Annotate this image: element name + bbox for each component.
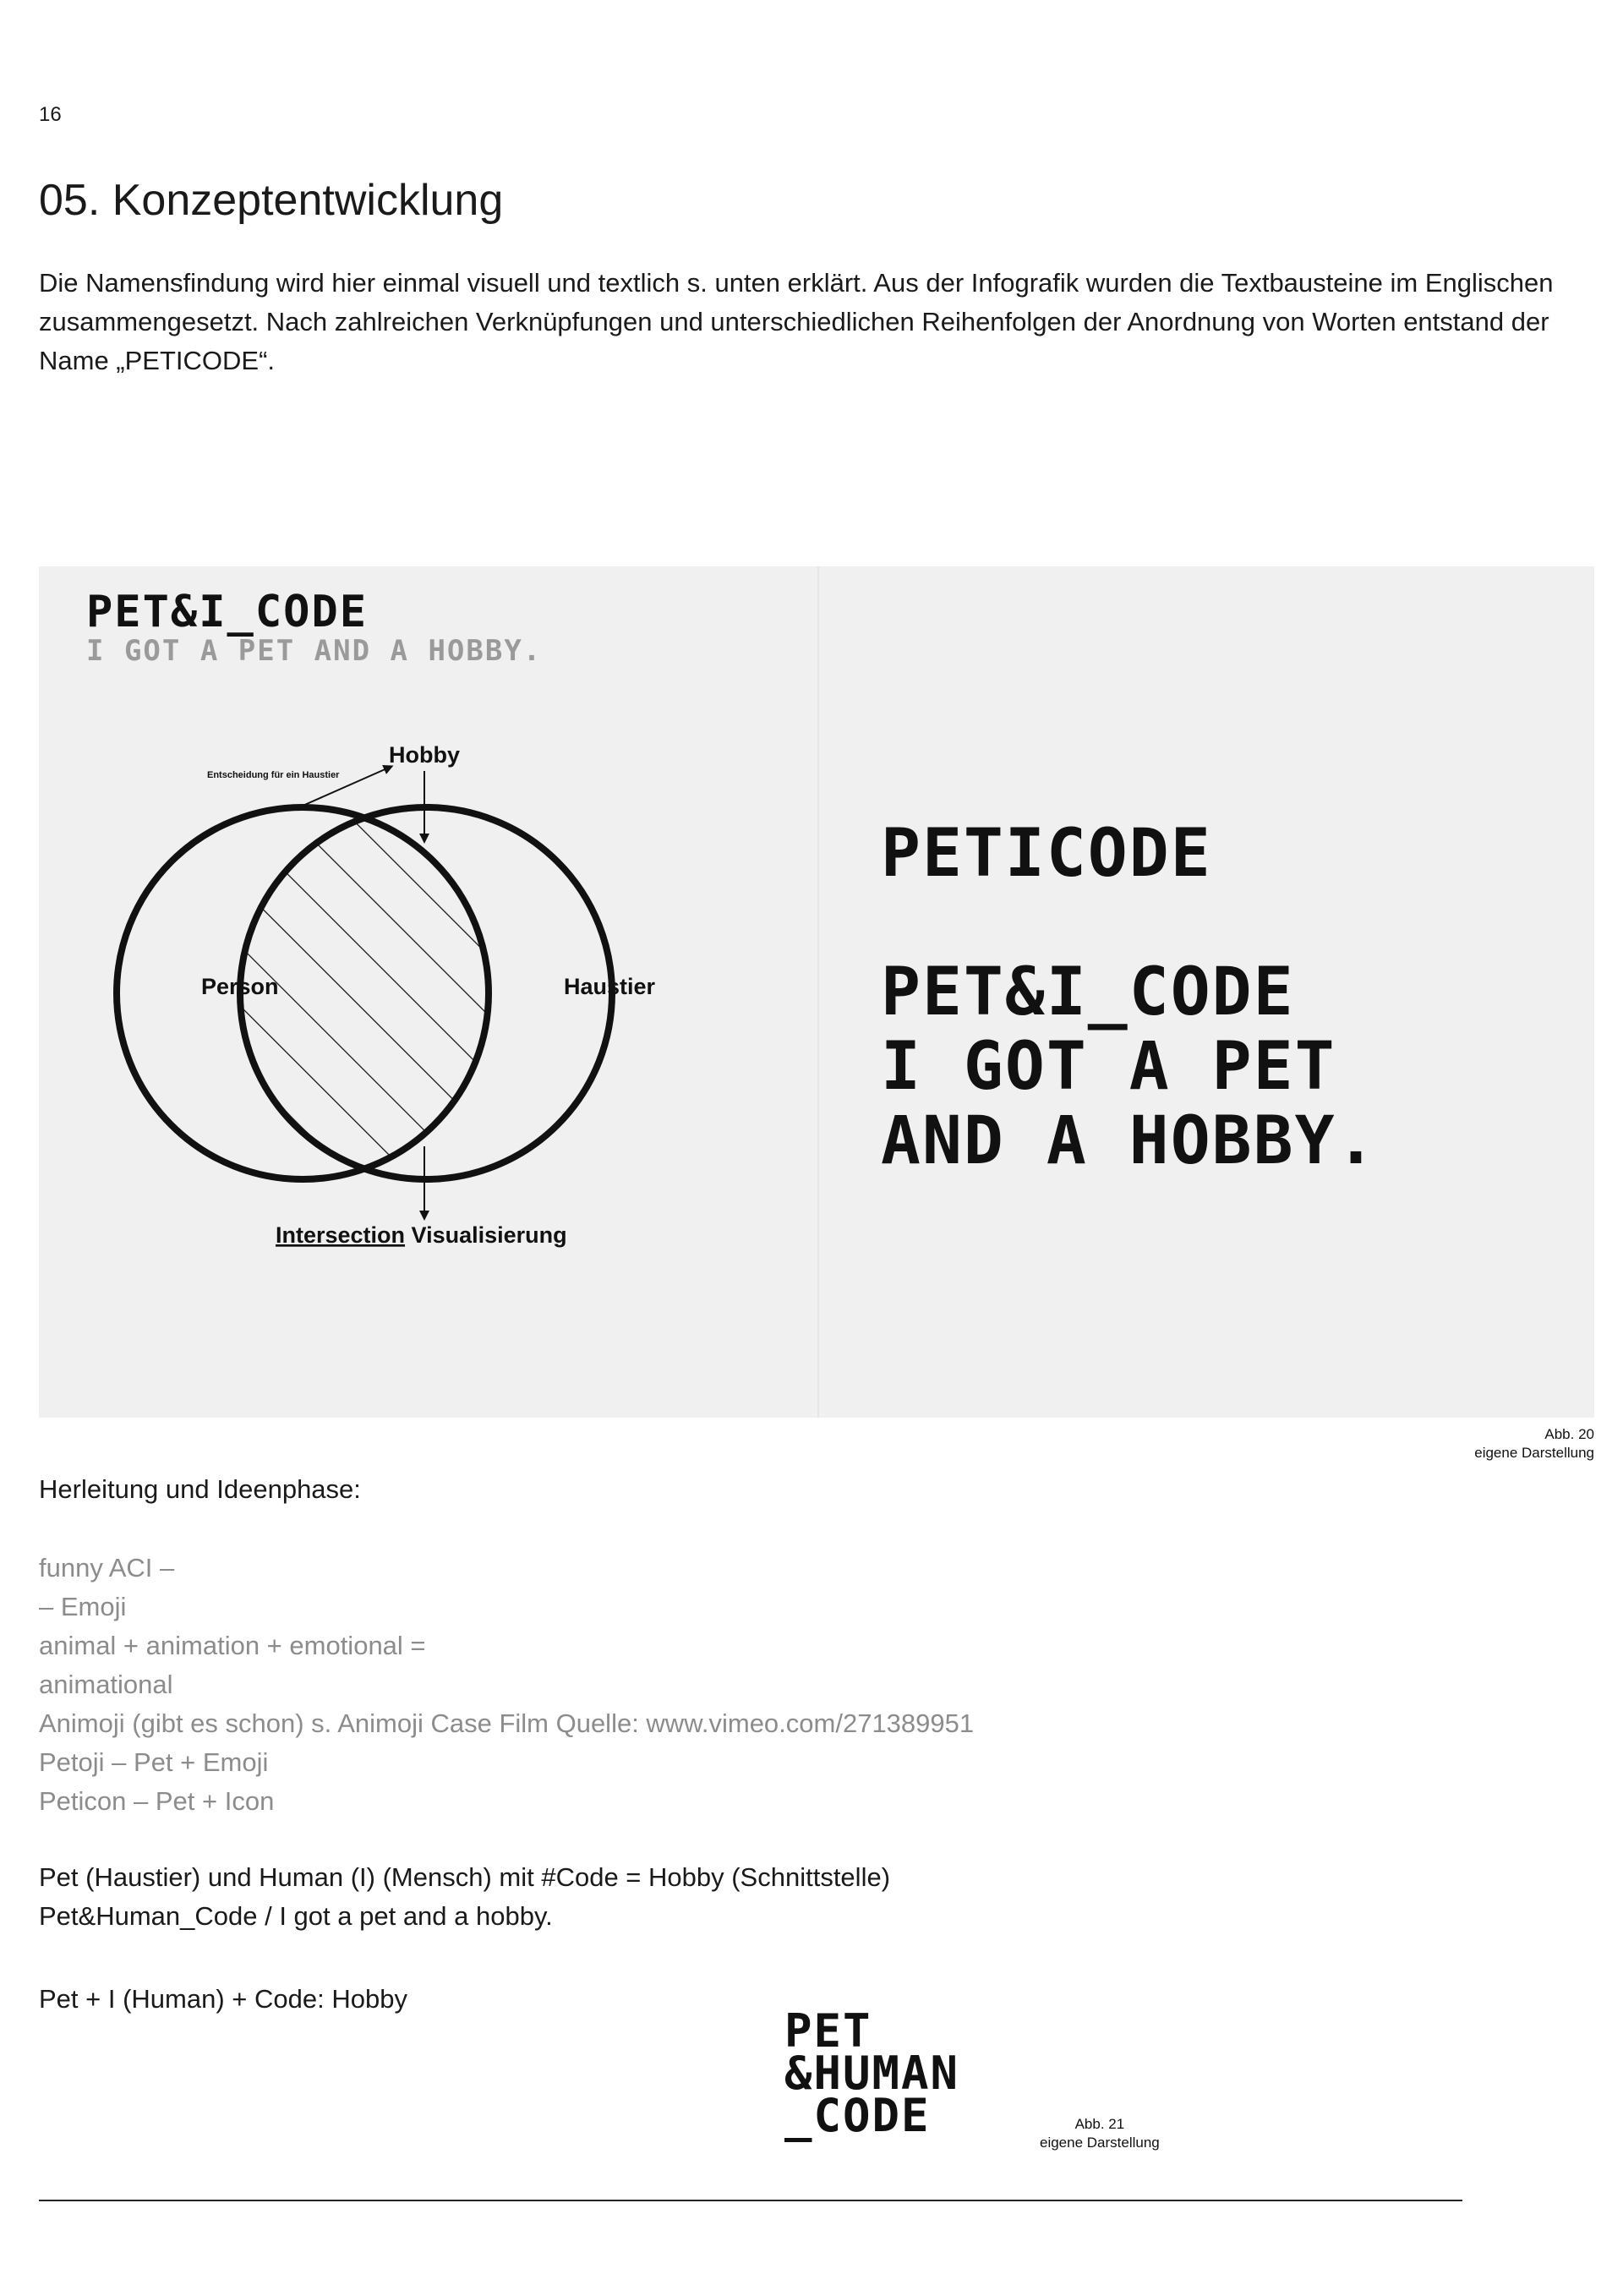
logo-line: &HUMAN xyxy=(784,2047,960,2100)
figure-20-caption xyxy=(1474,1425,1594,1462)
pet-human-code-logo xyxy=(784,2004,960,2142)
figure-21-caption xyxy=(1040,2115,1160,2152)
logo-line: PET xyxy=(784,2004,872,2058)
hobby-label: Hobby xyxy=(389,742,460,768)
idea-item: Animoji (gibt es schon) s. Animoji Case Film Quelle: www.vimeo.com/271389951 xyxy=(39,1708,975,1738)
bottom-rule xyxy=(39,2200,1462,2201)
idea-item: Peticon – Pet + Icon xyxy=(39,1786,275,1816)
paragraph-line: Pet&Human_Code / I got a pet and a hobby. xyxy=(39,1901,553,1931)
peticode-block xyxy=(881,955,1378,1178)
person-label: Person xyxy=(201,974,279,999)
idea-item: Petoji – Pet + Emoji xyxy=(39,1747,269,1777)
idea-item: – Emoji xyxy=(39,1592,127,1621)
idea-item: animational xyxy=(39,1670,173,1699)
peticode-name: PETICODE xyxy=(881,816,1212,892)
derivation-heading: Herleitung und Ideenphase: xyxy=(39,1474,361,1504)
paragraph-line: Pet (Haustier) und Human (I) (Mensch) mit #Code = Hobby (Schnittstelle) xyxy=(39,1862,891,1892)
caption-source: eigene Darstellung xyxy=(1040,2135,1160,2151)
visualisierung-word: Visualisierung xyxy=(405,1222,567,1248)
figure-divider xyxy=(817,566,819,1418)
idea-item: funny ACI – xyxy=(39,1553,175,1583)
idea-item: animal + animation + emotional = xyxy=(39,1631,426,1660)
decision-note: Entscheidung für ein Haustier xyxy=(207,770,340,780)
caption-number: Abb. 21 xyxy=(1074,2116,1125,2132)
figure-title: PET&I_CODE xyxy=(86,587,369,637)
haustier-label: Haustier xyxy=(564,974,656,999)
figure-subtitle: I GOT A PET AND A HOBBY. xyxy=(86,634,543,668)
ideas-list xyxy=(39,1549,974,1821)
peticode-line: PET&I_CODE xyxy=(881,954,1295,1030)
peticode-line: AND A HOBBY. xyxy=(881,1103,1378,1179)
caption-source: eigene Darstellung xyxy=(1474,1445,1594,1461)
caption-number: Abb. 20 xyxy=(1544,1426,1594,1442)
intersection-word: Intersection xyxy=(276,1222,406,1248)
page-number: 16 xyxy=(39,103,62,126)
intro-paragraph: Die Namensfindung wird hier einmal visuell und textlich s. unten erklärt. Aus der Infografik wurden die Textbausteine im Englischen zusammengesetzt. Nach zahlreichen Verknüpfungen und unterschiedlichen Reihenfolgen der Anordnung von Worten entstand der Name „PETICODE“. xyxy=(39,268,1554,375)
logo-line: _CODE xyxy=(784,2089,931,2142)
peticode-line: I GOT A PET xyxy=(881,1029,1336,1105)
figure-20 xyxy=(39,566,1594,1418)
derivation-paragraph-2: Pet + I (Human) + Code: Hobby xyxy=(39,1984,407,2014)
page-heading: 05. Konzeptentwicklung xyxy=(39,176,504,225)
venn-diagram xyxy=(39,566,817,1418)
derivation-paragraph-1 xyxy=(39,1858,890,1936)
intersection-label xyxy=(276,1222,567,1248)
